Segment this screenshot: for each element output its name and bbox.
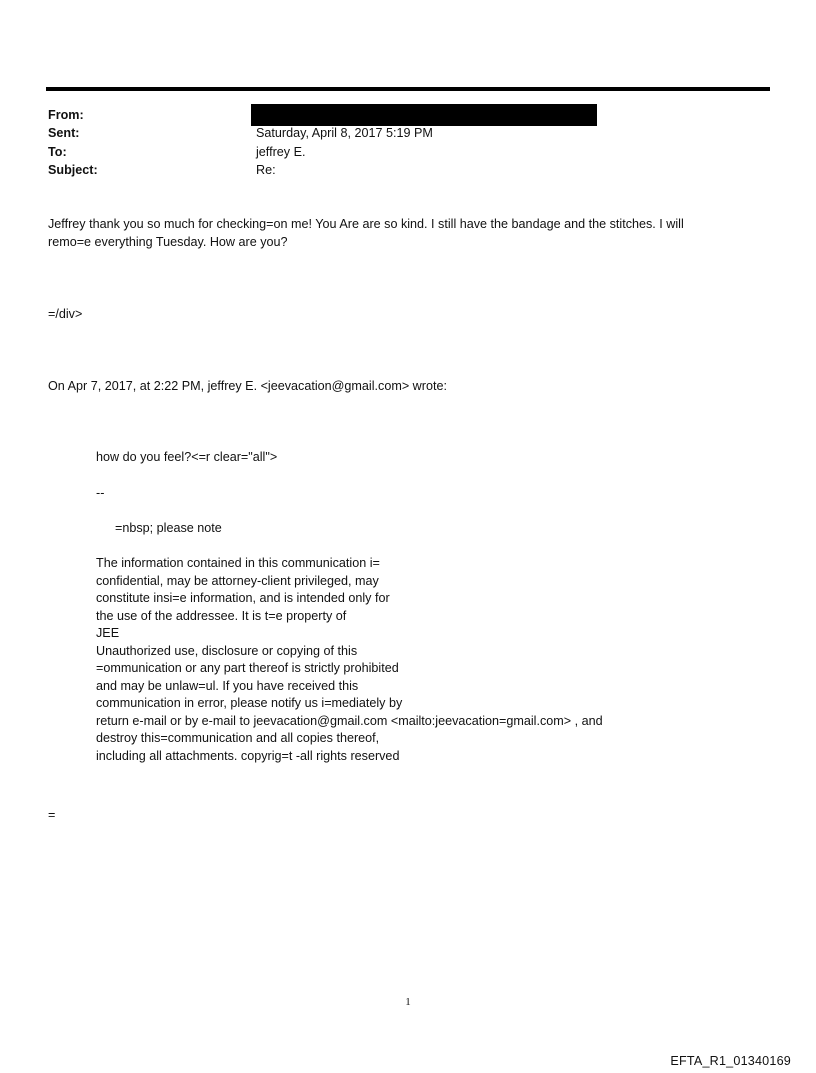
message-body-line-2: remo=e everything Tuesday. How are you? bbox=[48, 235, 288, 249]
redacted-sender bbox=[251, 104, 597, 126]
div-close-artifact: =/div> bbox=[48, 307, 83, 321]
to-label: To: bbox=[48, 145, 67, 159]
disclaimer-line: JEE bbox=[96, 626, 120, 640]
quote-intro: On Apr 7, 2017, at 2:22 PM, jeffrey E. <jeevacation@gmail.com> wrote: bbox=[48, 379, 447, 393]
sent-value: Saturday, April 8, 2017 5:19 PM bbox=[256, 126, 433, 140]
sent-label: Sent: bbox=[48, 126, 80, 140]
disclaimer-line: destroy this=communication and all copies thereof, bbox=[96, 731, 380, 745]
disclaimer-line: return e-mail or by e-mail to jeevacation@gmail.com <mailto:jeevacation=gmail.com> , and bbox=[96, 713, 603, 728]
trailing-equals-artifact: = bbox=[48, 808, 56, 822]
disclaimer-line: The information contained in this communication i= bbox=[96, 556, 380, 570]
subject-label: Subject: bbox=[48, 163, 98, 177]
signature-dashes: -- bbox=[96, 486, 105, 500]
header-divider bbox=[46, 87, 770, 91]
from-label: From: bbox=[48, 108, 84, 122]
disclaimer-line: including all attachments. copyrig=t -all rights reserved bbox=[96, 748, 400, 763]
disclaimer-line: =ommunication or any part thereof is strictly prohibited bbox=[96, 661, 399, 675]
disclaimer-line: the use of the addressee. It is t=e property of bbox=[96, 608, 347, 623]
quoted-question: how do you feel?<=r clear="all"> bbox=[96, 450, 278, 464]
disclaimer-line: and may be unlaw=ul. If you have received this bbox=[96, 678, 359, 693]
page-number: 1 bbox=[405, 996, 411, 1008]
to-value: jeffrey E. bbox=[256, 145, 306, 159]
disclaimer-line: constitute insi=e information, and is intended only for bbox=[96, 591, 390, 605]
please-note: =nbsp; please note bbox=[115, 521, 222, 535]
bates-number: EFTA_R1_01340169 bbox=[670, 1054, 791, 1068]
confidentiality-disclaimer bbox=[96, 555, 696, 765]
subject-value: Re: bbox=[256, 163, 276, 177]
message-body-line-1: Jeffrey thank you so much for checking=on me! You Are are so kind. I still have the bandage and the stitches. I will bbox=[48, 217, 684, 231]
disclaimer-line: confidential, may be attorney-client privileged, may bbox=[96, 573, 379, 588]
disclaimer-line: Unauthorized use, disclosure or copying of this bbox=[96, 643, 358, 658]
disclaimer-line: communication in error, please notify us i=mediately by bbox=[96, 696, 403, 710]
